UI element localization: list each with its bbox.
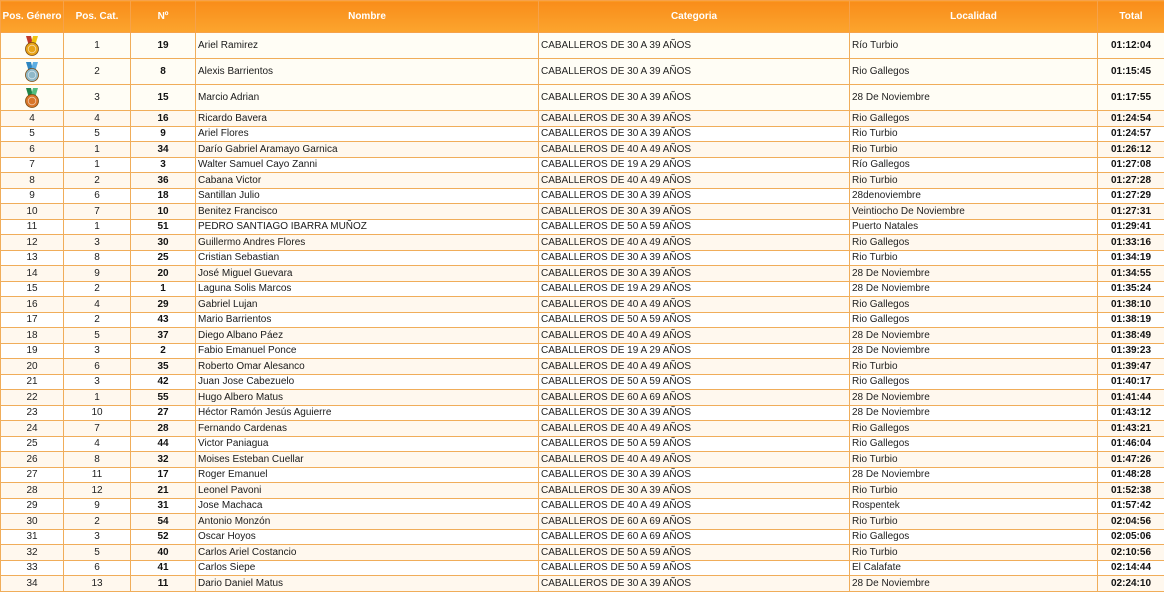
total-time-cell: 01:52:38 <box>1098 483 1164 499</box>
category-cell: CABALLEROS DE 19 A 29 AÑOS <box>539 343 850 359</box>
table-row[interactable] <box>1 483 1164 499</box>
pos-genero-cell: 34 <box>1 576 64 592</box>
bib-number-cell: 54 <box>131 514 196 530</box>
locality-cell: 28 De Noviembre <box>850 266 1098 282</box>
pos-cat-cell: 7 <box>64 421 131 437</box>
category-cell: CABALLEROS DE 60 A 69 AÑOS <box>539 514 850 530</box>
runner-name-cell: Benitez Francisco <box>196 204 539 220</box>
pos-cat-cell: 4 <box>64 436 131 452</box>
table-row[interactable] <box>1 33 1164 59</box>
pos-cat-cell: 2 <box>64 281 131 297</box>
category-cell: CABALLEROS DE 50 A 59 AÑOS <box>539 560 850 576</box>
category-cell: CABALLEROS DE 30 A 39 AÑOS <box>539 405 850 421</box>
pos-genero-cell: 33 <box>1 560 64 576</box>
locality-cell: Rio Turbio <box>850 452 1098 468</box>
pos-genero-cell: 15 <box>1 281 64 297</box>
bib-number-cell: 30 <box>131 235 196 251</box>
table-row[interactable] <box>1 390 1164 406</box>
pos-cat-cell: 2 <box>64 59 131 85</box>
total-time-cell: 01:15:45 <box>1098 59 1164 85</box>
category-cell: CABALLEROS DE 30 A 39 AÑOS <box>539 188 850 204</box>
runner-name-cell: Fabio Emanuel Ponce <box>196 343 539 359</box>
bib-number-cell: 34 <box>131 142 196 158</box>
col-header-pos-cat[interactable]: Pos. Cat. <box>64 1 131 33</box>
bib-number-cell: 42 <box>131 374 196 390</box>
pos-cat-cell: 6 <box>64 188 131 204</box>
table-row[interactable] <box>1 576 1164 592</box>
locality-cell: Rio Gallegos <box>850 529 1098 545</box>
total-time-cell: 01:47:26 <box>1098 452 1164 468</box>
pos-genero-cell: 6 <box>1 142 64 158</box>
locality-cell: Puerto Natales <box>850 219 1098 235</box>
table-row[interactable] <box>1 421 1164 437</box>
table-row[interactable] <box>1 111 1164 127</box>
silver-medal-icon <box>21 61 43 83</box>
table-row[interactable] <box>1 436 1164 452</box>
category-cell: CABALLEROS DE 30 A 39 AÑOS <box>539 576 850 592</box>
total-time-cell: 01:38:10 <box>1098 297 1164 313</box>
pos-cat-cell: 6 <box>64 560 131 576</box>
pos-cat-cell: 3 <box>64 343 131 359</box>
category-cell: CABALLEROS DE 30 A 39 AÑOS <box>539 126 850 142</box>
category-cell: CABALLEROS DE 40 A 49 AÑOS <box>539 359 850 375</box>
category-cell: CABALLEROS DE 40 A 49 AÑOS <box>539 452 850 468</box>
table-row[interactable] <box>1 405 1164 421</box>
pos-genero-cell <box>1 33 64 59</box>
pos-genero-cell: 4 <box>1 111 64 127</box>
pos-genero-cell: 10 <box>1 204 64 220</box>
pos-genero-cell: 20 <box>1 359 64 375</box>
table-row[interactable] <box>1 529 1164 545</box>
table-row[interactable] <box>1 514 1164 530</box>
pos-cat-cell: 2 <box>64 173 131 189</box>
bib-number-cell: 37 <box>131 328 196 344</box>
bib-number-cell: 31 <box>131 498 196 514</box>
category-cell: CABALLEROS DE 30 A 39 AÑOS <box>539 85 850 111</box>
runner-name-cell: Cristian Sebastian <box>196 250 539 266</box>
category-cell: CABALLEROS DE 30 A 39 AÑOS <box>539 33 850 59</box>
pos-cat-cell: 13 <box>64 576 131 592</box>
runner-name-cell: Guillermo Andres Flores <box>196 235 539 251</box>
locality-cell: Rio Gallegos <box>850 297 1098 313</box>
bib-number-cell: 40 <box>131 545 196 561</box>
runner-name-cell: Jose Machaca <box>196 498 539 514</box>
table-row[interactable] <box>1 126 1164 142</box>
col-header-total[interactable]: Total <box>1098 1 1164 33</box>
pos-genero-cell <box>1 59 64 85</box>
category-cell: CABALLEROS DE 40 A 49 AÑOS <box>539 328 850 344</box>
bib-number-cell: 35 <box>131 359 196 375</box>
bib-number-cell: 11 <box>131 576 196 592</box>
pos-cat-cell: 7 <box>64 204 131 220</box>
bib-number-cell: 2 <box>131 343 196 359</box>
runner-name-cell: Ricardo Bavera <box>196 111 539 127</box>
bib-number-cell: 25 <box>131 250 196 266</box>
pos-cat-cell: 2 <box>64 514 131 530</box>
table-row[interactable] <box>1 173 1164 189</box>
category-cell: CABALLEROS DE 30 A 39 AÑOS <box>539 59 850 85</box>
total-time-cell: 01:24:57 <box>1098 126 1164 142</box>
category-cell: CABALLEROS DE 40 A 49 AÑOS <box>539 498 850 514</box>
category-cell: CABALLEROS DE 30 A 39 AÑOS <box>539 483 850 499</box>
bib-number-cell: 41 <box>131 560 196 576</box>
category-cell: CABALLEROS DE 60 A 69 AÑOS <box>539 390 850 406</box>
total-time-cell: 02:04:56 <box>1098 514 1164 530</box>
pos-genero-cell: 5 <box>1 126 64 142</box>
locality-cell: Rio Gallegos <box>850 235 1098 251</box>
locality-cell: Rio Gallegos <box>850 312 1098 328</box>
bib-number-cell: 9 <box>131 126 196 142</box>
pos-genero-cell: 16 <box>1 297 64 313</box>
bib-number-cell: 10 <box>131 204 196 220</box>
col-header-num[interactable]: Nº <box>131 1 196 33</box>
col-header-localidad[interactable]: Localidad <box>850 1 1098 33</box>
category-cell: CABALLEROS DE 60 A 69 AÑOS <box>539 529 850 545</box>
total-time-cell: 01:41:44 <box>1098 390 1164 406</box>
runner-name-cell: Hugo Albero Matus <box>196 390 539 406</box>
table-header-row <box>1 1 1164 33</box>
pos-cat-cell: 5 <box>64 126 131 142</box>
table-row[interactable] <box>1 59 1164 85</box>
locality-cell: Rospentek <box>850 498 1098 514</box>
runner-name-cell: Moises Esteban Cuellar <box>196 452 539 468</box>
table-row[interactable] <box>1 142 1164 158</box>
category-cell: CABALLEROS DE 50 A 59 AÑOS <box>539 312 850 328</box>
total-time-cell: 01:29:41 <box>1098 219 1164 235</box>
pos-cat-cell: 1 <box>64 142 131 158</box>
total-time-cell: 01:27:29 <box>1098 188 1164 204</box>
total-time-cell: 01:57:42 <box>1098 498 1164 514</box>
locality-cell: Rio Gallegos <box>850 59 1098 85</box>
locality-cell: Rio Turbio <box>850 250 1098 266</box>
col-header-categoria[interactable]: Categoria <box>539 1 850 33</box>
runner-name-cell: PEDRO SANTIAGO IBARRA MUÑOZ <box>196 219 539 235</box>
table-row[interactable] <box>1 281 1164 297</box>
locality-cell: El Calafate <box>850 560 1098 576</box>
bib-number-cell: 27 <box>131 405 196 421</box>
pos-cat-cell: 8 <box>64 452 131 468</box>
table-row[interactable] <box>1 560 1164 576</box>
col-header-pos-genero[interactable]: Pos. Género <box>1 1 64 33</box>
bib-number-cell: 43 <box>131 312 196 328</box>
table-row[interactable] <box>1 545 1164 561</box>
bib-number-cell: 55 <box>131 390 196 406</box>
pos-cat-cell: 9 <box>64 266 131 282</box>
pos-genero-cell: 22 <box>1 390 64 406</box>
category-cell: CABALLEROS DE 30 A 39 AÑOS <box>539 250 850 266</box>
total-time-cell: 01:27:08 <box>1098 157 1164 173</box>
pos-genero-cell: 11 <box>1 219 64 235</box>
locality-cell: 28 De Noviembre <box>850 281 1098 297</box>
locality-cell: 28 De Noviembre <box>850 328 1098 344</box>
total-time-cell: 02:05:06 <box>1098 529 1164 545</box>
pos-genero-cell: 24 <box>1 421 64 437</box>
pos-genero-cell <box>1 85 64 111</box>
category-cell: CABALLEROS DE 30 A 39 AÑOS <box>539 266 850 282</box>
category-cell: CABALLEROS DE 19 A 29 AÑOS <box>539 157 850 173</box>
runner-name-cell: Gabriel Lujan <box>196 297 539 313</box>
pos-genero-cell: 9 <box>1 188 64 204</box>
pos-cat-cell: 3 <box>64 85 131 111</box>
bib-number-cell: 36 <box>131 173 196 189</box>
category-cell: CABALLEROS DE 19 A 29 AÑOS <box>539 281 850 297</box>
runner-name-cell: Alexis Barrientos <box>196 59 539 85</box>
pos-cat-cell: 3 <box>64 374 131 390</box>
locality-cell: Rio Turbio <box>850 126 1098 142</box>
pos-genero-cell: 7 <box>1 157 64 173</box>
table-row[interactable] <box>1 85 1164 111</box>
table-row[interactable] <box>1 250 1164 266</box>
runner-name-cell: Ariel Ramirez <box>196 33 539 59</box>
locality-cell: 28denoviembre <box>850 188 1098 204</box>
runner-name-cell: Santillan Julio <box>196 188 539 204</box>
bib-number-cell: 1 <box>131 281 196 297</box>
total-time-cell: 01:34:19 <box>1098 250 1164 266</box>
pos-cat-cell: 6 <box>64 359 131 375</box>
bib-number-cell: 17 <box>131 467 196 483</box>
pos-genero-cell: 12 <box>1 235 64 251</box>
bib-number-cell: 15 <box>131 85 196 111</box>
total-time-cell: 01:46:04 <box>1098 436 1164 452</box>
bib-number-cell: 21 <box>131 483 196 499</box>
total-time-cell: 01:24:54 <box>1098 111 1164 127</box>
category-cell: CABALLEROS DE 50 A 59 AÑOS <box>539 374 850 390</box>
pos-cat-cell: 2 <box>64 312 131 328</box>
total-time-cell: 01:38:19 <box>1098 312 1164 328</box>
pos-genero-cell: 14 <box>1 266 64 282</box>
gold-medal-icon <box>21 35 43 57</box>
total-time-cell: 01:39:23 <box>1098 343 1164 359</box>
pos-genero-cell: 28 <box>1 483 64 499</box>
runner-name-cell: Leonel Pavoni <box>196 483 539 499</box>
pos-cat-cell: 9 <box>64 498 131 514</box>
total-time-cell: 02:10:56 <box>1098 545 1164 561</box>
category-cell: CABALLEROS DE 50 A 59 AÑOS <box>539 545 850 561</box>
total-time-cell: 01:33:16 <box>1098 235 1164 251</box>
total-time-cell: 02:14:44 <box>1098 560 1164 576</box>
locality-cell: Rio Turbio <box>850 545 1098 561</box>
pos-genero-cell: 25 <box>1 436 64 452</box>
pos-cat-cell: 12 <box>64 483 131 499</box>
bib-number-cell: 8 <box>131 59 196 85</box>
runner-name-cell: Juan Jose Cabezuelo <box>196 374 539 390</box>
total-time-cell: 02:24:10 <box>1098 576 1164 592</box>
category-cell: CABALLEROS DE 30 A 39 AÑOS <box>539 111 850 127</box>
runner-name-cell: Mario Barrientos <box>196 312 539 328</box>
table-row[interactable] <box>1 467 1164 483</box>
pos-genero-cell: 29 <box>1 498 64 514</box>
pos-cat-cell: 10 <box>64 405 131 421</box>
bib-number-cell: 52 <box>131 529 196 545</box>
locality-cell: Rio Turbio <box>850 483 1098 499</box>
total-time-cell: 01:26:12 <box>1098 142 1164 158</box>
bib-number-cell: 44 <box>131 436 196 452</box>
total-time-cell: 01:43:12 <box>1098 405 1164 421</box>
bib-number-cell: 18 <box>131 188 196 204</box>
bib-number-cell: 20 <box>131 266 196 282</box>
col-header-nombre[interactable]: Nombre <box>196 1 539 33</box>
locality-cell: Rio Gallegos <box>850 374 1098 390</box>
bib-number-cell: 19 <box>131 33 196 59</box>
pos-cat-cell: 8 <box>64 250 131 266</box>
pos-cat-cell: 3 <box>64 529 131 545</box>
pos-cat-cell: 1 <box>64 219 131 235</box>
locality-cell: Rio Turbio <box>850 142 1098 158</box>
pos-genero-cell: 32 <box>1 545 64 561</box>
total-time-cell: 01:43:21 <box>1098 421 1164 437</box>
category-cell: CABALLEROS DE 40 A 49 AÑOS <box>539 235 850 251</box>
pos-genero-cell: 31 <box>1 529 64 545</box>
runner-name-cell: Carlos Ariel Costancio <box>196 545 539 561</box>
runner-name-cell: Darío Gabriel Aramayo Garnica <box>196 142 539 158</box>
total-time-cell: 01:35:24 <box>1098 281 1164 297</box>
runner-name-cell: Antonio Monzón <box>196 514 539 530</box>
pos-cat-cell: 5 <box>64 545 131 561</box>
total-time-cell: 01:38:49 <box>1098 328 1164 344</box>
total-time-cell: 01:17:55 <box>1098 85 1164 111</box>
runner-name-cell: Laguna Solis Marcos <box>196 281 539 297</box>
pos-cat-cell: 5 <box>64 328 131 344</box>
table-row[interactable] <box>1 266 1164 282</box>
table-row[interactable] <box>1 235 1164 251</box>
locality-cell: Rio Turbio <box>850 359 1098 375</box>
bib-number-cell: 51 <box>131 219 196 235</box>
pos-cat-cell: 1 <box>64 157 131 173</box>
bib-number-cell: 32 <box>131 452 196 468</box>
category-cell: CABALLEROS DE 40 A 49 AÑOS <box>539 142 850 158</box>
pos-genero-cell: 18 <box>1 328 64 344</box>
pos-genero-cell: 19 <box>1 343 64 359</box>
pos-cat-cell: 4 <box>64 111 131 127</box>
pos-genero-cell: 8 <box>1 173 64 189</box>
pos-cat-cell: 11 <box>64 467 131 483</box>
runner-name-cell: Cabana Victor <box>196 173 539 189</box>
runner-name-cell: Roger Emanuel <box>196 467 539 483</box>
locality-cell: Río Gallegos <box>850 157 1098 173</box>
pos-genero-cell: 17 <box>1 312 64 328</box>
results-body <box>1 33 1164 592</box>
table-row[interactable] <box>1 157 1164 173</box>
table-row[interactable] <box>1 359 1164 375</box>
locality-cell: Rio Turbio <box>850 173 1098 189</box>
category-cell: CABALLEROS DE 50 A 59 AÑOS <box>539 436 850 452</box>
runner-name-cell: Roberto Omar Alesanco <box>196 359 539 375</box>
locality-cell: Rio Turbio <box>850 514 1098 530</box>
runner-name-cell: Carlos Siepe <box>196 560 539 576</box>
locality-cell: 28 De Noviembre <box>850 405 1098 421</box>
category-cell: CABALLEROS DE 30 A 39 AÑOS <box>539 204 850 220</box>
category-cell: CABALLEROS DE 40 A 49 AÑOS <box>539 173 850 189</box>
total-time-cell: 01:48:28 <box>1098 467 1164 483</box>
locality-cell: 28 De Noviembre <box>850 390 1098 406</box>
table-row[interactable] <box>1 297 1164 313</box>
locality-cell: 28 De Noviembre <box>850 343 1098 359</box>
table-row[interactable] <box>1 498 1164 514</box>
total-time-cell: 01:40:17 <box>1098 374 1164 390</box>
runner-name-cell: Héctor Ramón Jesús Aguierre <box>196 405 539 421</box>
runner-name-cell: Dario Daniel Matus <box>196 576 539 592</box>
total-time-cell: 01:39:47 <box>1098 359 1164 375</box>
category-cell: CABALLEROS DE 40 A 49 AÑOS <box>539 421 850 437</box>
pos-genero-cell: 23 <box>1 405 64 421</box>
bronze-medal-icon <box>21 87 43 109</box>
runner-name-cell: Diego Albano Páez <box>196 328 539 344</box>
pos-cat-cell: 3 <box>64 235 131 251</box>
category-cell: CABALLEROS DE 30 A 39 AÑOS <box>539 467 850 483</box>
total-time-cell: 01:27:28 <box>1098 173 1164 189</box>
locality-cell: Rio Gallegos <box>850 436 1098 452</box>
category-cell: CABALLEROS DE 50 A 59 AÑOS <box>539 219 850 235</box>
runner-name-cell: Marcio Adrian <box>196 85 539 111</box>
category-cell: CABALLEROS DE 40 A 49 AÑOS <box>539 297 850 313</box>
table-row[interactable] <box>1 452 1164 468</box>
locality-cell: Río Turbio <box>850 33 1098 59</box>
runner-name-cell: Fernando Cardenas <box>196 421 539 437</box>
pos-genero-cell: 30 <box>1 514 64 530</box>
total-time-cell: 01:12:04 <box>1098 33 1164 59</box>
runner-name-cell: José Miguel Guevara <box>196 266 539 282</box>
bib-number-cell: 3 <box>131 157 196 173</box>
pos-cat-cell: 1 <box>64 390 131 406</box>
runner-name-cell: Oscar Hoyos <box>196 529 539 545</box>
pos-genero-cell: 26 <box>1 452 64 468</box>
bib-number-cell: 29 <box>131 297 196 313</box>
locality-cell: 28 De Noviembre <box>850 467 1098 483</box>
total-time-cell: 01:34:55 <box>1098 266 1164 282</box>
pos-cat-cell: 4 <box>64 297 131 313</box>
locality-cell: Rio Gallegos <box>850 111 1098 127</box>
table-row[interactable] <box>1 204 1164 220</box>
pos-genero-cell: 13 <box>1 250 64 266</box>
table-row[interactable] <box>1 374 1164 390</box>
runner-name-cell: Victor Paniagua <box>196 436 539 452</box>
runner-name-cell: Ariel Flores <box>196 126 539 142</box>
table-row[interactable] <box>1 328 1164 344</box>
table-row[interactable] <box>1 188 1164 204</box>
table-row[interactable] <box>1 312 1164 328</box>
locality-cell: Veintiocho De Noviembre <box>850 204 1098 220</box>
locality-cell: 28 De Noviembre <box>850 85 1098 111</box>
table-row[interactable] <box>1 343 1164 359</box>
locality-cell: 28 De Noviembre <box>850 576 1098 592</box>
runner-name-cell: Walter Samuel Cayo Zanni <box>196 157 539 173</box>
bib-number-cell: 16 <box>131 111 196 127</box>
table-row[interactable] <box>1 219 1164 235</box>
bib-number-cell: 28 <box>131 421 196 437</box>
pos-genero-cell: 27 <box>1 467 64 483</box>
total-time-cell: 01:27:31 <box>1098 204 1164 220</box>
pos-cat-cell: 1 <box>64 33 131 59</box>
pos-genero-cell: 21 <box>1 374 64 390</box>
locality-cell: Rio Gallegos <box>850 421 1098 437</box>
